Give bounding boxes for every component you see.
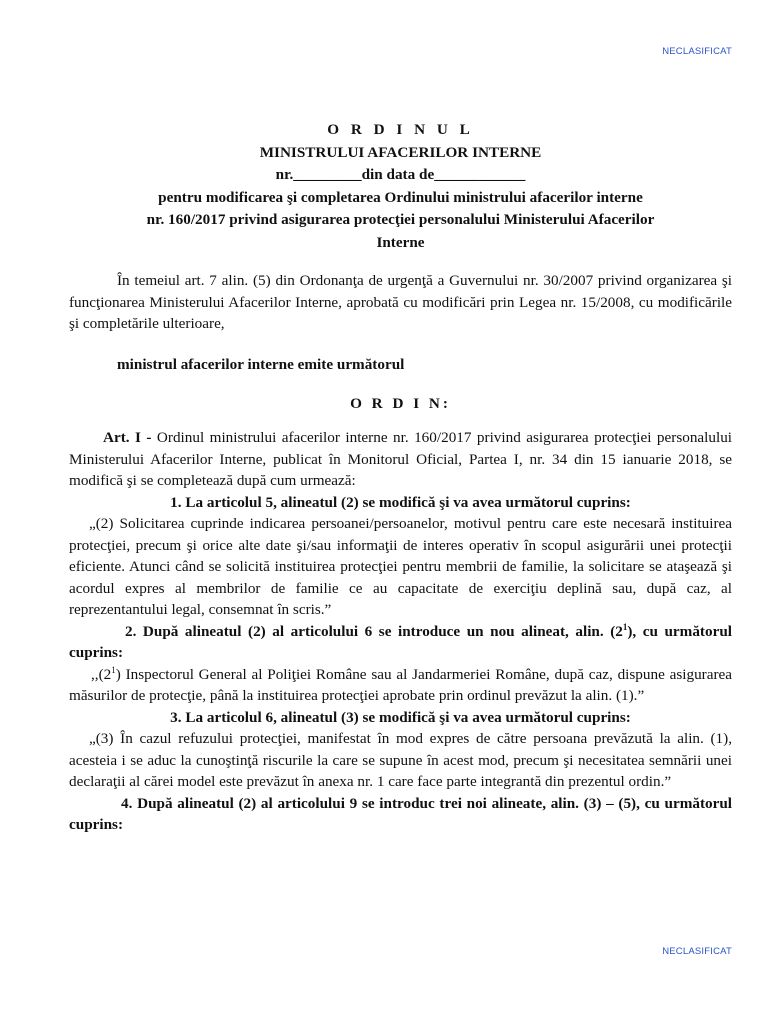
document-page bbox=[69, 119, 732, 836]
article-label: Art. I - bbox=[103, 429, 152, 446]
article-text: Ordinul ministrului afacerilor interne nr. 160/2017 privind asigurarea protecţiei personalului Ministerului Afacerilor Interne, publicat în Monitorul Oficial, Partea I, nr. 34 din 15 ianuarie 2018, se modifică şi se completează după cum urmează: bbox=[69, 429, 733, 489]
classification-mark-top: NECLASIFICAT bbox=[662, 46, 732, 57]
heading-ministry: MINISTRULUI AFACERILOR INTERNE bbox=[259, 143, 542, 161]
document-heading bbox=[69, 119, 732, 254]
point-3-title: 3. La articolul 6, alineatul (3) se modifică şi va avea următorul cuprins: bbox=[170, 708, 631, 726]
ordin-title: O R D I N: bbox=[350, 395, 451, 412]
point-1-text: „(2) Solicitarea cuprinde indicarea persoanei/persoanelor, motivul pentru care este necesară instituirea protecţiei, precum şi orice alte date şi/sau informaţii de interes operativ în scopul asigurării unei protecţii eficiente. Atunci când se solicită instituirea protecţiei pentru membrii de familie, la solicitare se ataşează şi acordul expres al membrilor de familie ce au capacitate de exerciţiu deplină sau, după caz, al reprezentantului legal, consemnat în scris.” bbox=[69, 515, 732, 618]
classification-mark-bottom: NECLASIFICAT bbox=[662, 946, 732, 957]
heading-number-date: nr._________din data de____________ bbox=[275, 166, 526, 183]
issuer-line: ministrul afacerilor interne emite următorul bbox=[117, 355, 405, 373]
heading-subject-1: pentru modificarea şi completarea Ordinului ministrului afacerilor interne bbox=[158, 188, 643, 206]
point-2-title bbox=[69, 621, 732, 664]
point-2-title-sup: 1 bbox=[622, 621, 628, 632]
heading-subject-2: nr. 160/2017 privind asigurarea protecţiei personalului Ministerului Afacerilor bbox=[146, 211, 655, 228]
point-2-title-a: 2. După alineatul (2) al articolului 6 se introduce un nou alineat, alin. (2 bbox=[125, 622, 623, 640]
point-1-title: 1. La articolul 5, alineatul (2) se modifică şi va avea următorul cuprins: bbox=[170, 493, 631, 511]
point-2-text-a: ,,(2 bbox=[91, 665, 112, 683]
point-4-title: 4. După alineatul (2) al articolului 9 se introduc trei noi alineate, alin. (3) – (5), cu următorul cuprins: bbox=[69, 794, 732, 833]
article-1 bbox=[69, 427, 732, 492]
point-2-text bbox=[69, 664, 732, 707]
heading-subject-3: Interne bbox=[376, 233, 425, 251]
point-2-text-b: ) Inspectorul General al Poliţiei Române sau al Jandarmeriei Române, după caz, dispune asigurarea măsurilor de protecţie, până la instituirea protecţiei aprobate prin ordinul prevăzut la alin. (1).” bbox=[69, 665, 732, 704]
point-3-text: „(3) În cazul refuzului protecţiei, manifestat în mod expres de către persoana prevăzută la alin. (1), acesteia i se aduc la cunoştinţă riscurile la care se supune în acest mod, precum şi necesitatea semnării unei declaraţii al cărei model este prevăzut în anexa nr. 1 care face parte integrantă din prezentul ordin.” bbox=[69, 730, 732, 790]
point-2-text-sup: 1 bbox=[111, 664, 116, 675]
point-2-title-b: ), cu următorul cuprins: bbox=[69, 622, 732, 661]
preamble: În temeiul art. 7 alin. (5) din Ordonanţa de urgenţă a Guvernului nr. 30/2007 privind organizarea şi funcţionarea Ministerului Afacerilor Interne, aprobată cu modificări prin Legea nr. 15/2008, cu modificările şi completările ulterioare, bbox=[69, 272, 732, 332]
heading-ordinul: O R D I N U L bbox=[327, 121, 474, 138]
